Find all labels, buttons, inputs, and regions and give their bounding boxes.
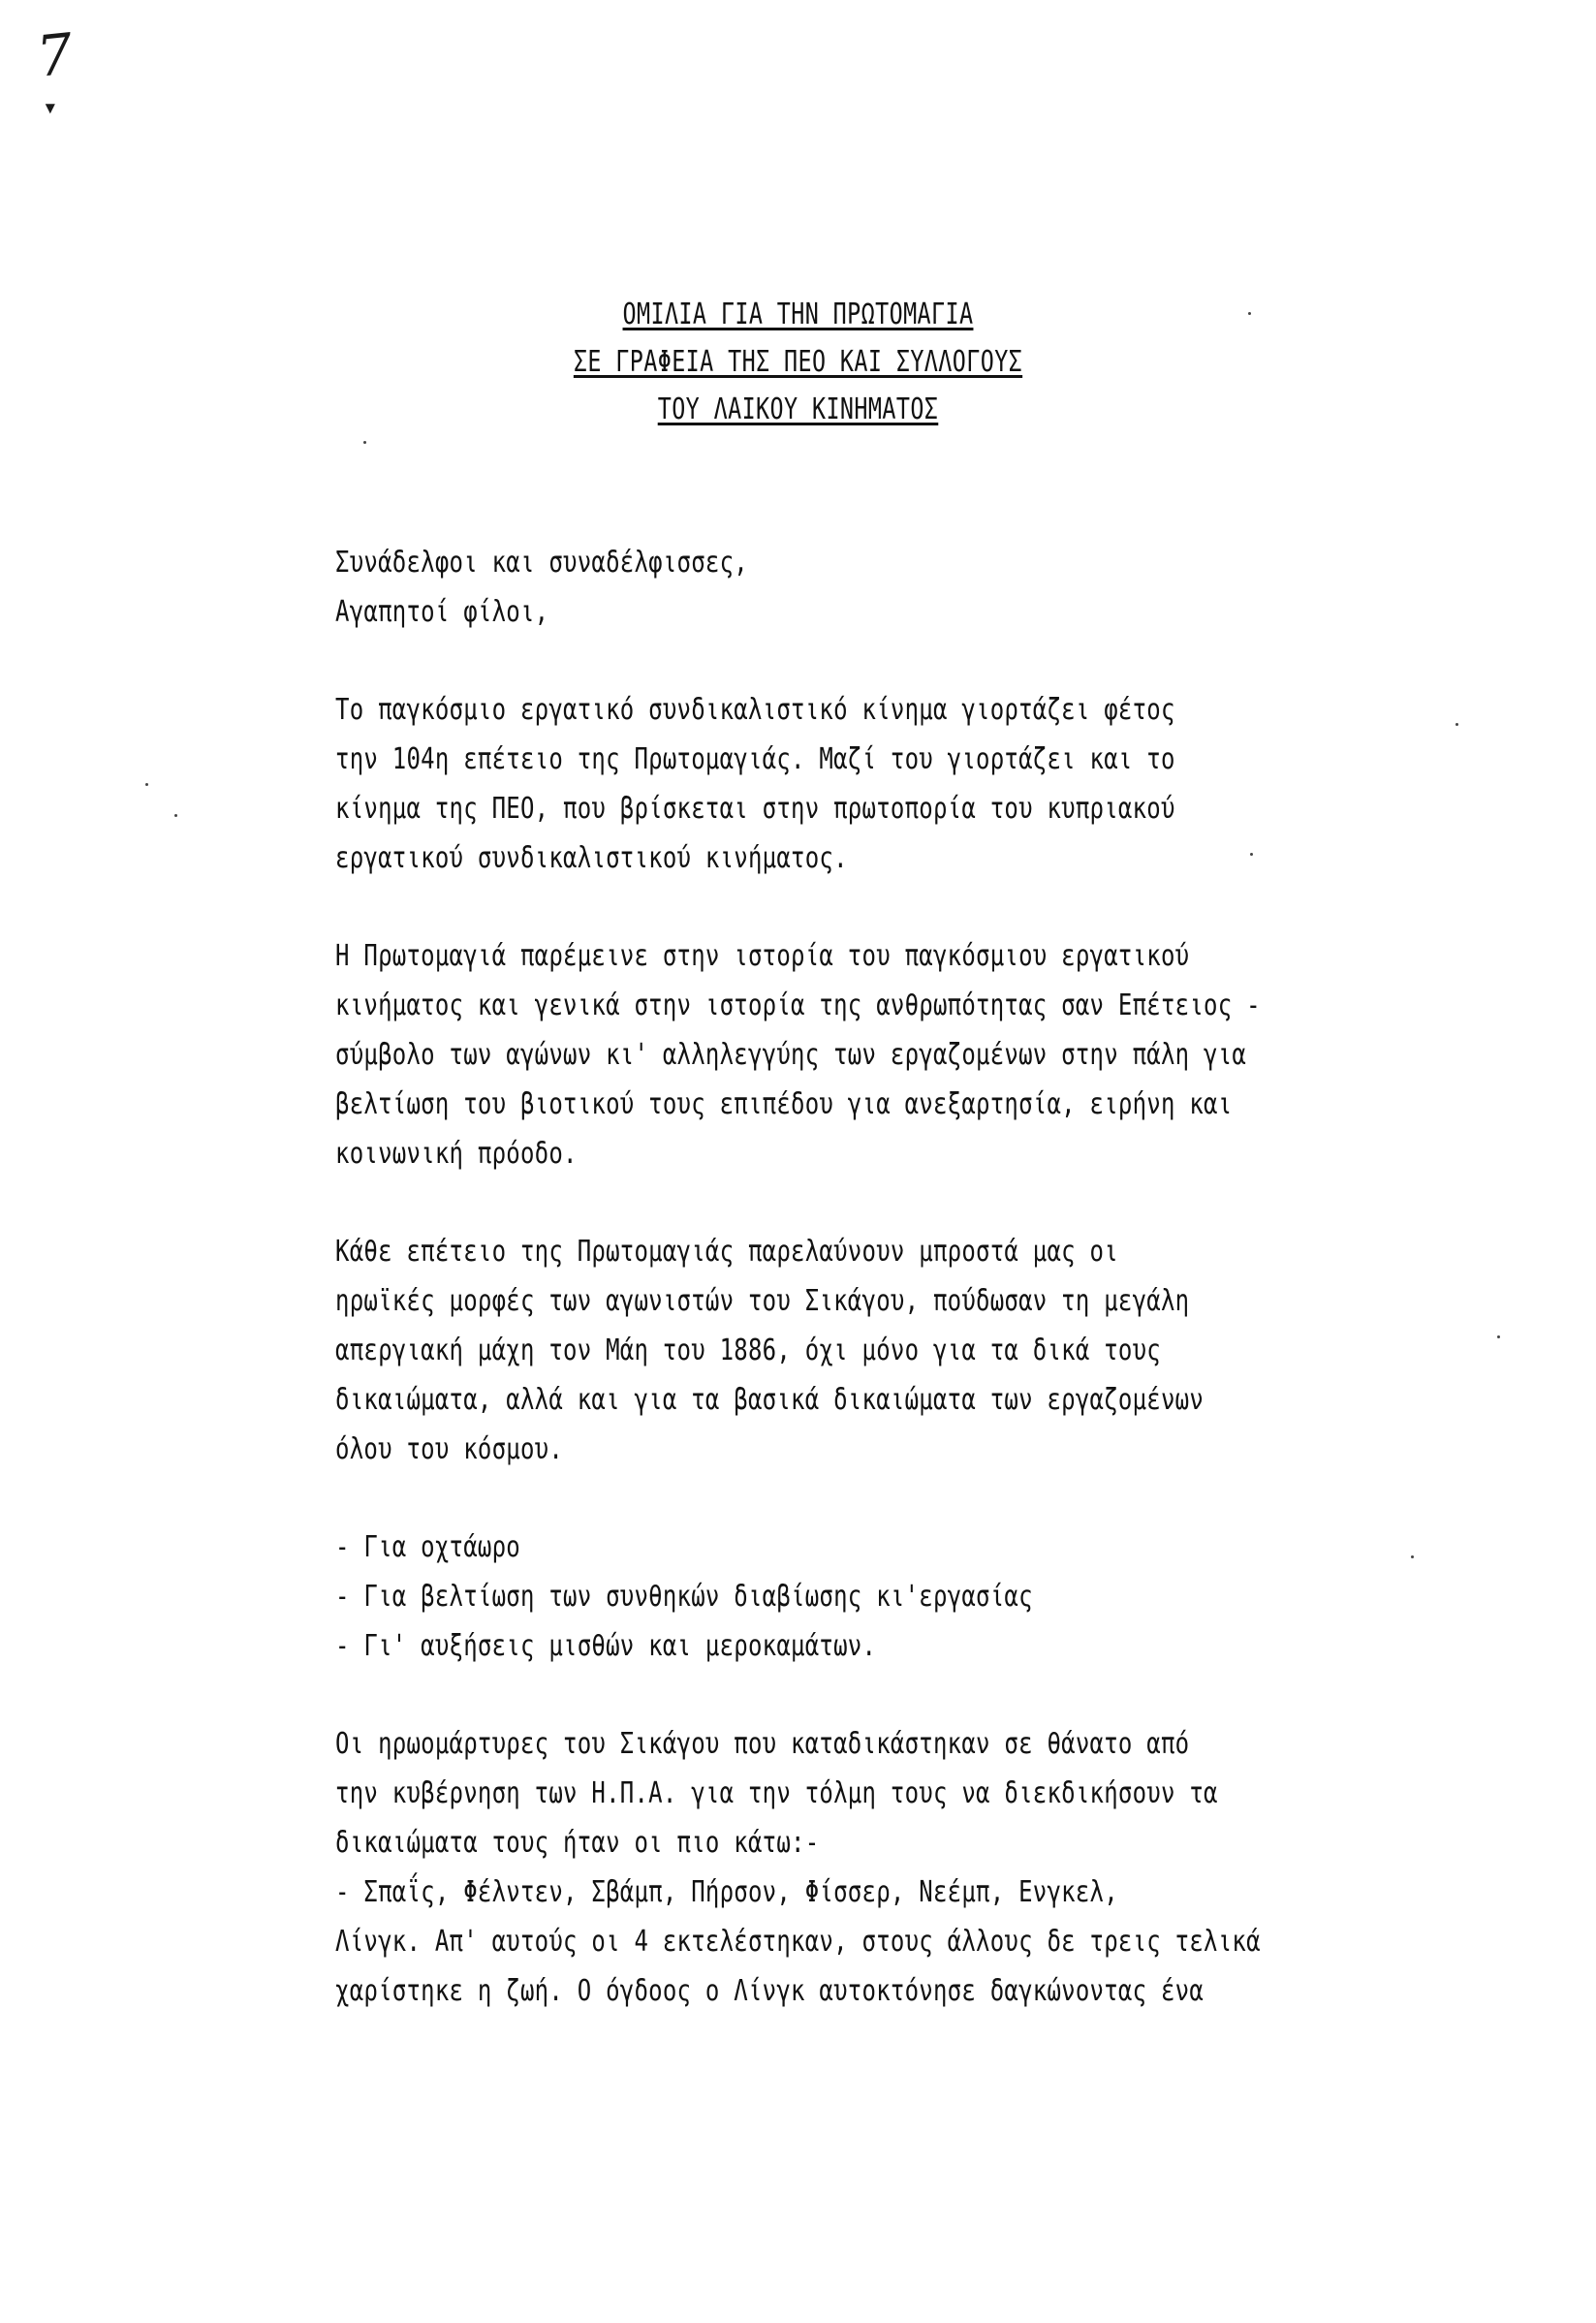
document-title	[0, 291, 1596, 433]
paragraph-line: δικαιώματα τους ήταν οι πιο κάτω:-	[335, 1826, 820, 1860]
paragraph-line: όλου του κόσμου.	[335, 1432, 564, 1466]
scan-speck	[145, 783, 148, 786]
paragraph-2	[335, 931, 1324, 1178]
paragraph-line: εργατικού συνδικαλιστικού κινήματος.	[335, 841, 848, 875]
paragraph-line: Το παγκόσμιο εργατικό συνδικαλιστικό κίνημα γιορτάζει φέτος	[335, 693, 1175, 727]
paragraph-1	[335, 685, 1324, 883]
paragraph-line: - Σπαΐς, Φέλντεν, Σβάμπ, Πήρσον, Φίσσερ, Νεέμπ, Ενγκελ,	[335, 1875, 1118, 1909]
scan-speck	[1497, 1335, 1500, 1338]
greeting-line: Συνάδελφοι και συναδέλφισσες,	[335, 546, 748, 580]
paragraph-line: Οι ηρωομάρτυρες του Σικάγου που καταδικάστηκαν σε θάνατο από	[335, 1727, 1190, 1761]
title-line: ΣΕ ΓΡΑΦΕΙΑ ΤΗΣ ΠΕΟ ΚΑΙ ΣΥΛΛΟΓΟΥΣ	[573, 345, 1023, 379]
paragraph-line: σύμβολο των αγώνων κι' αλληλεγγύης των εργαζομένων στην πάλη για	[335, 1038, 1247, 1072]
scan-speck	[174, 814, 177, 817]
list-item: - Γι' αυξήσεις μισθών και μεροκαμάτων.	[335, 1629, 877, 1663]
paragraph-line: την κυβέρνηση των Η.Π.Α. για την τόλμη τους να διεκδικήσουν τα	[335, 1776, 1218, 1810]
paragraph-line: απεργιακή μάχη τον Μάη του 1886, όχι μόνο για τα δικά τους	[335, 1334, 1161, 1367]
paragraph-line: χαρίστηκε η ζωή. Ο όγδοος ο Λίνγκ αυτοκτόνησε δαγκώνοντας ένα	[335, 1974, 1205, 2008]
paragraph-line: Λίνγκ. Απ' αυτούς οι 4 εκτελέστηκαν, στους άλλους δε τρεις τελικά	[335, 1925, 1261, 1959]
paragraph-line: κοινωνική πρόοδο.	[335, 1137, 578, 1171]
ink-mark: ▾	[43, 93, 58, 122]
title-line: ΤΟΥ ΛΑΙΚΟΥ ΚΙΝΗΜΑΤΟΣ	[657, 392, 939, 426]
greeting-line: Αγαπητοί φίλοι,	[335, 595, 549, 629]
scan-speck	[363, 441, 366, 444]
title-line: ΟΜΙΛΙΑ ΓΙΑ ΤΗΝ ΠΡΩΤΟΜΑΓΙΑ	[622, 298, 974, 331]
paragraph-line: δικαιώματα, αλλά και για τα βασικά δικαιώματα των εργαζομένων	[335, 1383, 1205, 1417]
paragraph-line: κινήματος και γενικά στην ιστορία της ανθρωπότητας σαν Επέτειος -	[335, 989, 1261, 1022]
scan-speck	[1455, 723, 1458, 726]
greeting	[335, 538, 1324, 637]
document-body	[335, 538, 1324, 2016]
page-number-mark: 7	[33, 20, 77, 90]
paragraph-4	[335, 1719, 1324, 2016]
list-item: - Για βελτίωση των συνθηκών διαβίωσης κι'εργασίας	[335, 1580, 1033, 1614]
paragraph-line: την 104η επέτειο της Πρωτομαγιάς. Μαζί του γιορτάζει και το	[335, 742, 1175, 776]
demands-list	[335, 1523, 1324, 1671]
scan-speck	[1411, 1555, 1414, 1558]
paragraph-line: ηρωϊκές μορφές των αγωνιστών του Σικάγου, πούδωσαν τη μεγάλη	[335, 1284, 1190, 1318]
paragraph-line: Η Πρωτομαγιά παρέμεινε στην ιστορία του παγκόσμιου εργατικού	[335, 939, 1190, 973]
paragraph-line: βελτίωση του βιοτικού τους επιπέδου για ανεξαρτησία, ειρήνη και	[335, 1087, 1233, 1121]
list-item: - Για οχτάωρο	[335, 1530, 520, 1564]
paragraph-line: Κάθε επέτειο της Πρωτομαγιάς παρελαύνουν μπροστά μας οι	[335, 1235, 1118, 1269]
paragraph-3	[335, 1227, 1324, 1474]
paragraph-line: κίνημα της ΠΕΟ, που βρίσκεται στην πρωτοπορία του κυπριακού	[335, 792, 1175, 826]
